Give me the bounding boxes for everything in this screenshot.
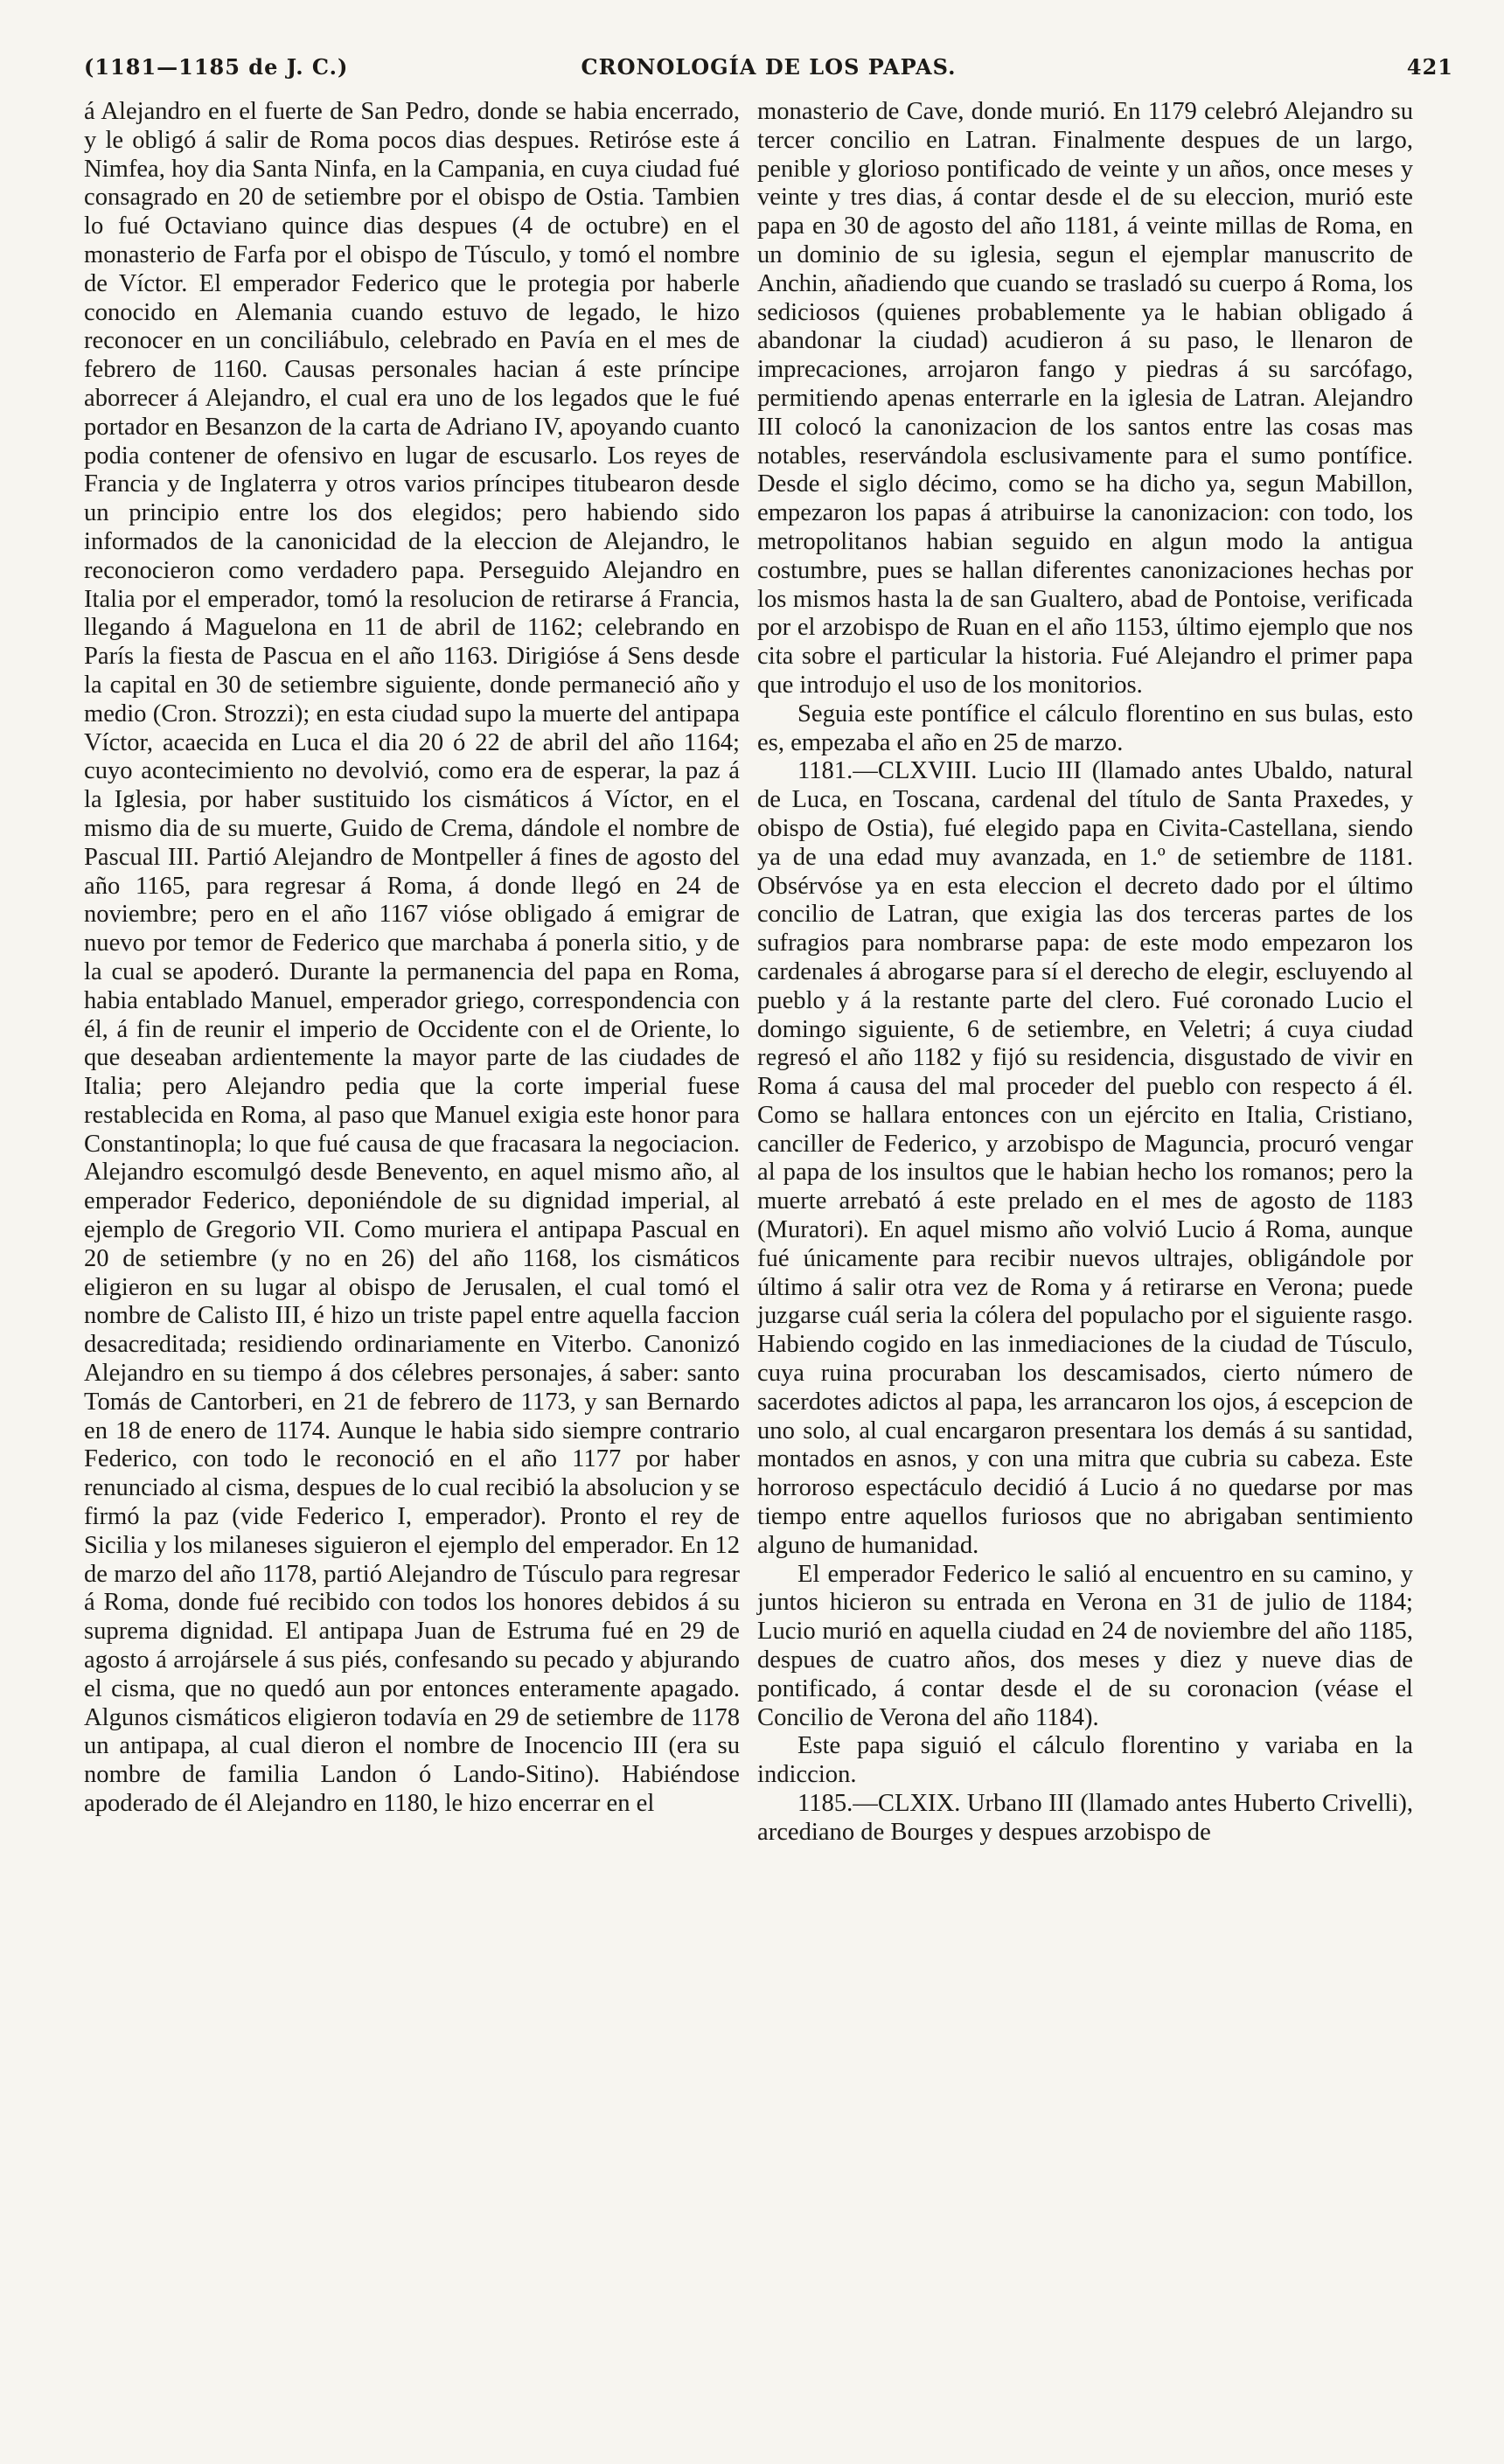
header-date-range: (1181—1185 de J. C.) bbox=[84, 54, 349, 80]
paragraph: monasterio de Cave, donde murió. En 1179 celebró Alejandro su tercer concilio en Latran. Finalmente despues de un largo, penible y glorioso pontificado de veinte y un años, once meses y veinte y tres dias, á contar desde el de su eleccion, murió este papa en 30 de agosto del año 1181, á veinte millas de Roma, en un dominio de su iglesia, segun el ejemplar manuscrito de Anchin, añadiendo que cuando se trasladó su cuerpo á Roma, los sediciosos (quienes probablemente ya le habian obligado á abandonar la ciudad) acudieron á su paso, le llenaron de imprecaciones, arrojaron fango y piedras á su sarcófago, permitiendo apenas enterrarle en la iglesia de Latran. Alejandro III colocó la canonizacion de los santos entre las cosas mas notables, reservándola esclusivamente para el sumo pontífice. Desde el siglo décimo, como se ha dicho ya, segun Mabillon, empezaron los papas á atribuirse la canonizacion: con todo, los metropolitanos habian seguido en algun modo la antigua costumbre, pues se hallan diferentes canonizaciones hechas por los mismos hasta la de san Gualtero, abad de Pontoise, verificada por el arzobispo de Ruan en el año 1153, último ejemplo que nos cita sobre el particular la historia. Fué Alejandro el primer papa que introdujo el uso de los monitorios. bbox=[757, 98, 1413, 699]
header-title: CRONOLOGÍA DE LOS PAPAS. bbox=[581, 54, 957, 80]
paragraph: á Alejandro en el fuerte de San Pedro, donde se habia encerrado, y le obligó á salir de Roma pocos dias despues. Retiróse este á Nimfea, hoy dia Santa Ninfa, en la Campania, en cuya ciudad fué consagrado en 20 de setiembre por el obispo de Ostia. Tambien lo fué Octaviano quince dias despues (4 de octubre) en el monasterio de Farfa por el obispo de Túsculo, y tomó el nombre de Víctor. El emperador Federico que le protegia por haberle conocido en Alemania cuando estuvo de legado, le hizo reconocer en un conciliábulo, celebrado en Pavía en el mes de febrero de 1160. Causas personales hacian á este príncipe aborrecer á Alejandro, el cual era uno de los legados que le fué portador en Besanzon de la carta de Adriano IV, apoyando cuanto podia contener de ofensivo en lugar de escusarlo. Los reyes de Francia y de Inglaterra y otros varios príncipes titubearon desde un principio entre los dos elegidos; pero habiendo sido informados de la canonicidad de la eleccion de Alejandro, le reconocieron como verdadero papa. Perseguido Alejandro en Italia por el emperador, tomó la resolucion de retirarse á Francia, llegando á Maguelona en 11 de abril de 1162; celebrando en París la fiesta de Pascua en el año 1163. Dirigióse á Sens desde la capital en 30 de setiembre siguiente, donde permaneció año y medio (Cron. Strozzi); en esta ciudad supo la muerte del antipapa Víctor, acaecida en Luca el dia 20 ó 22 de abril del año 1164; cuyo acontecimiento no devolvió, como era de esperar, la paz á la Iglesia, por haber sustituido los cismáticos á Víctor, en el mismo dia de su muerte, Guido de Crema, dándole el nombre de Pascual III. Partió Alejandro de Montpeller á fines de agosto del año 1165, para regresar á Roma, á donde llegó en 24 de noviembre; pero en el año 1167 vióse obligado á emigrar de nuevo por temor de Federico que marchaba á ponerla sitio, y de la cual se apoderó. Durante la permanencia del papa en Roma, habia entablado Manuel, emperador griego, correspondencia con él, á fin de reunir el imperio de Occidente con el de Oriente, lo que deseaban ardientemente la mayor parte de las ciudades de Italia; pero Alejandro pedia que la corte imperial fuese restablecida en Roma, al paso que Manuel exigia este honor para Constantinopla; lo que fué causa de que fracasara la negociacion. Alejandro escomulgó desde Benevento, en aquel mismo año, al emperador Federico, deponiéndole de su dignidad imperial, al ejemplo de Gregorio VII. Como muriera el antipapa Pascual en 20 de setiembre (y no en 26) del año 1168, los cismáticos eligieron en su lugar al obispo de Jerusalen, el cual tomó el nombre de Calisto III, é hizo un triste papel entre aquella faccion desacreditada; residiendo ordinariamente en Viterbo. Canonizó Alejandro en su tiempo á dos célebres personajes, á saber: santo Tomás de Cantorberi, en 21 de febrero de 1173, y san Bernardo en 18 de enero de 1174. Aunque le habia sido siempre contrario Federico, con todo le reconoció en el año 1177 por haber renunciado al cisma, despues de lo cual recibió la absolucion y se firmó la paz (vide Federico I, emperador). Pronto el rey de Sicilia y los milaneses siguieron el ejemplo del emperador. En 12 de marzo del año 1178, partió Alejandro de Túsculo para regresar á Roma, donde fué recibido con todos los honores debidos á su suprema dignidad. El antipapa Juan de Estruma fué en 29 de agosto á arrojársele á sus piés, confesando su pecado y abjurando el cisma, que no quedó aun por entonces enteramente apagado. Algunos cismáticos eligieron todavía en 29 de setiembre de 1178 un antipapa, al cual dieron el nombre de Inocencio III (era su nombre de familia Landon ó Lando-Sitino). Habiéndose apoderado de él Alejandro en 1180, le hizo encerrar en el bbox=[84, 98, 740, 1818]
paragraph: Seguia este pontífice el cálculo florentino en sus bulas, esto es, empezaba el año en 25 de marzo. bbox=[757, 700, 1413, 756]
page-number: 421 bbox=[1406, 54, 1453, 80]
right-column bbox=[757, 98, 1413, 1848]
paragraph: El emperador Federico le salió al encuentro en su camino, y juntos hicieron su entrada en Verona en 31 de julio de 1184; Lucio murió en aquella ciudad en 24 de noviembre del año 1185, despues de cuatro años, dos meses y diez y nueve dias de pontificado, á contar desde el de su coronacion (véase el Concilio de Verona del año 1184). bbox=[757, 1560, 1413, 1731]
running-head bbox=[84, 54, 1453, 89]
paragraph: 1185.—CLXIX. Urbano III (llamado antes Huberto Crivelli), arcediano de Bourges y despues arzobispo de bbox=[757, 1790, 1413, 1846]
paragraph: 1181.—CLXVIII. Lucio III (llamado antes Ubaldo, natural de Luca, en Toscana, cardenal del título de Santa Praxedes, y obispo de Ostia), fué elegido papa en Civita-Castellana, siendo ya de una edad muy avanzada, en 1.º de setiembre de 1181. Obsérvóse ya en esta eleccion el decreto dado por el último concilio de Latran, que exigia las dos terceras partes de los sufragios para nombrarse papa: de este modo empezaron los cardenales á abrogarse para sí el derecho de elegir, escluyendo al pueblo y á la restante parte del clero. Fué coronado Lucio el domingo siguiente, 6 de setiembre, en Veletri; á cuya ciudad regresó el año 1182 y fijó su residencia, disgustado de vivir en Roma á causa del mal proceder del pueblo con respecto á él. Como se hallara entonces con un ejército en Italia, Cristiano, canciller de Federico, y arzobispo de Maguncia, procuró vengar al papa de los insultos que le habian hecho los romanos; pero la muerte arrebató á este prelado en el mes de agosto de 1183 (Muratori). En aquel mismo año volvió Lucio á Roma, aunque fué únicamente para recibir nuevos ultrajes, obligándole por último á salir otra vez de Roma y á retirarse en Verona; puede juzgarse cuál seria la cólera del populacho por el siguiente rasgo. Habiendo cogido en las inmediaciones de la ciudad de Túsculo, cuya ruina procuraban los descamisados, cierto número de sacerdotes adictos al papa, les arrancaron los ojos, á escepcion de uno solo, al cual encargaron presentara los demás á su santidad, montados en asnos, y con una mitra que cubria su cabeza. Este horroroso espectáculo decidió á Lucio á no quedarse por mas tiempo entre aquellos furiosos que no abrigaban sentimiento alguno de humanidad. bbox=[757, 757, 1413, 1559]
paragraph: Este papa siguió el cálculo florentino y variaba en la indiccion. bbox=[757, 1732, 1413, 1789]
left-column bbox=[84, 98, 740, 1819]
